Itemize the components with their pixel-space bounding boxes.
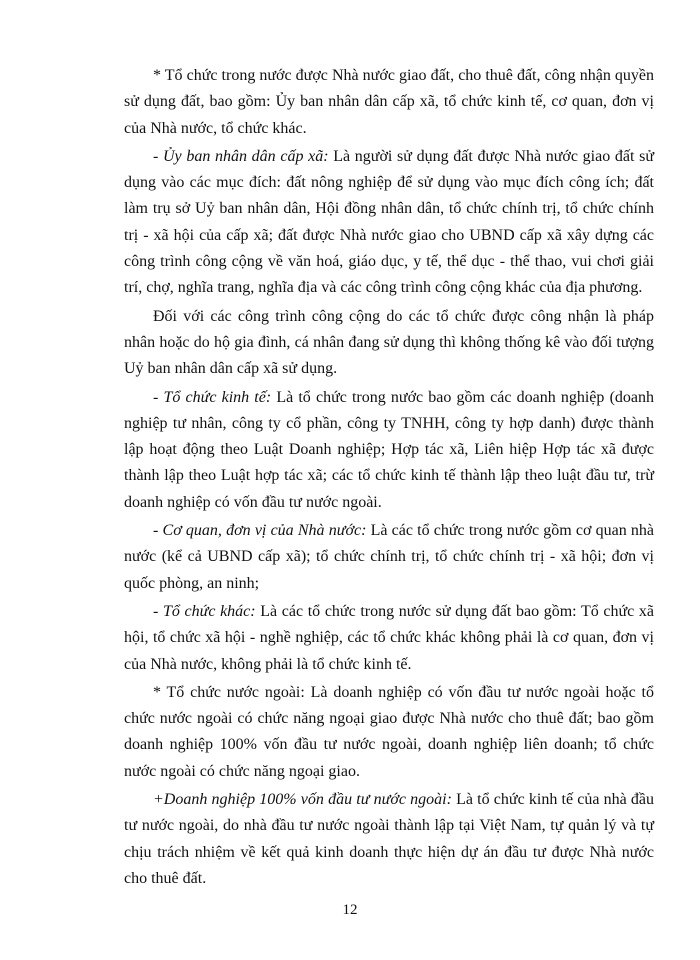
term-other-org: - Tổ chức khác: — [153, 602, 256, 620]
paragraph-other-org: - Tổ chức khác: Là các tổ chức trong nước sử dụng đất bao gồm: Tổ chức xã hội, tổ chức xã hội - nghề nghiệp, các tổ chức khác không phải là cơ quan, đơn vị của Nhà nước, không phải là tổ chức kinh tế. — [124, 602, 655, 673]
paragraph-foreign-domestic-orgs: * Tổ chức trong nước được Nhà nước giao đất, cho thuê đất, công nhận quyền sử dụng đất, bao gồm: Ủy ban nhân dân cấp xã, tổ chức kinh tế, cơ quan, đơn vị của Nhà nước, tổ chức khác. — [124, 67, 654, 137]
term-economic-org: - Tổ chức kinh tế: — [153, 388, 272, 406]
paragraph-fdi-enterprise: +Doanh nghiệp 100% vốn đầu tư nước ngoài: Là tổ chức kinh tế của nhà đầu tư nước ngoài, do nhà đầu tư nước ngoài thành lập tại Việt Nam, tự quản lý và tự chịu trách nhiệm về kết quả kinh doanh thực hiện dự án đầu tư được Nhà nước cho thuê đất. — [124, 791, 655, 887]
term-fdi-enterprise: +Doanh nghiệp 100% vốn đầu tư nước ngoài: — [153, 791, 452, 809]
term-state-agency: - Cơ quan, đơn vị của Nhà nước: — [153, 522, 367, 540]
paragraph-foreign-org: * Tổ chức nước ngoài: Là doanh nghiệp có vốn đầu tư nước ngoài hoặc tổ chức nước ngoài có chức năng ngoại giao được Nhà nước cho thuê đất; bao gồm doanh nghiệp 100% vốn đầu tư nước ngoài, doanh nghiệp liên doanh; tổ chức nước ngoài có chức năng ngoại giao. — [124, 683, 654, 780]
paragraph-economic-org: - Tổ chức kinh tế: Là tổ chức trong nước bao gồm các doanh nghiệp (doanh nghiệp tư nhân, công ty cổ phần, công ty TNHH, công ty hợp danh) được thành lập hoạt động theo Luật Doanh nghiệp; Hợp tác xã, Liên hiệp Hợp tác xã được thành lập theo Luật hợp tác xã; các tổ chức kinh tế thành lập theo luật đầu tư, trừ doanh nghiệp có vốn đầu tư nước ngoài. — [124, 388, 654, 511]
paragraph-public-works: Đối với các công trình công cộng do các tổ chức được công nhận là pháp nhân hoặc do hộ gia đình, cá nhân đang sử dụng thì không thống kê vào đối tượng Uỷ ban nhân dân cấp xã sử dụng. — [124, 307, 654, 378]
body-text — [124, 63, 654, 894]
term-commune-committee: - Ủy ban nhân dân cấp xã: — [153, 147, 329, 165]
paragraph-state-agency: - Cơ quan, đơn vị của Nhà nước: Là các tổ chức trong nước gồm cơ quan nhà nước (kể cả UBND cấp xã); tổ chức chính trị, tổ chức chính trị - xã hội; đơn vị quốc phòng, an ninh; — [124, 522, 654, 592]
page-number: 12 — [342, 902, 358, 918]
paragraph-commune-committee: - Ủy ban nhân dân cấp xã: Là người sử dụng đất được Nhà nước giao đất sử dụng vào các mục đích: đất nông nghiệp để sử dụng vào mục đích công ích; đất làm trụ sở Uỷ ban nhân dân, Hội đồng nhân dân, tổ chức chính trị, tổ chức chính trị - xã hội của cấp xã; đất được Nhà nước giao cho UBND cấp xã xây dựng các công trình công cộng về văn hoá, giáo dục, y tế, thể dục - thể thao, vui chơi giải trí, chợ, nghĩa trang, nghĩa địa và các công trình công cộng khác của địa phương. — [124, 147, 655, 297]
